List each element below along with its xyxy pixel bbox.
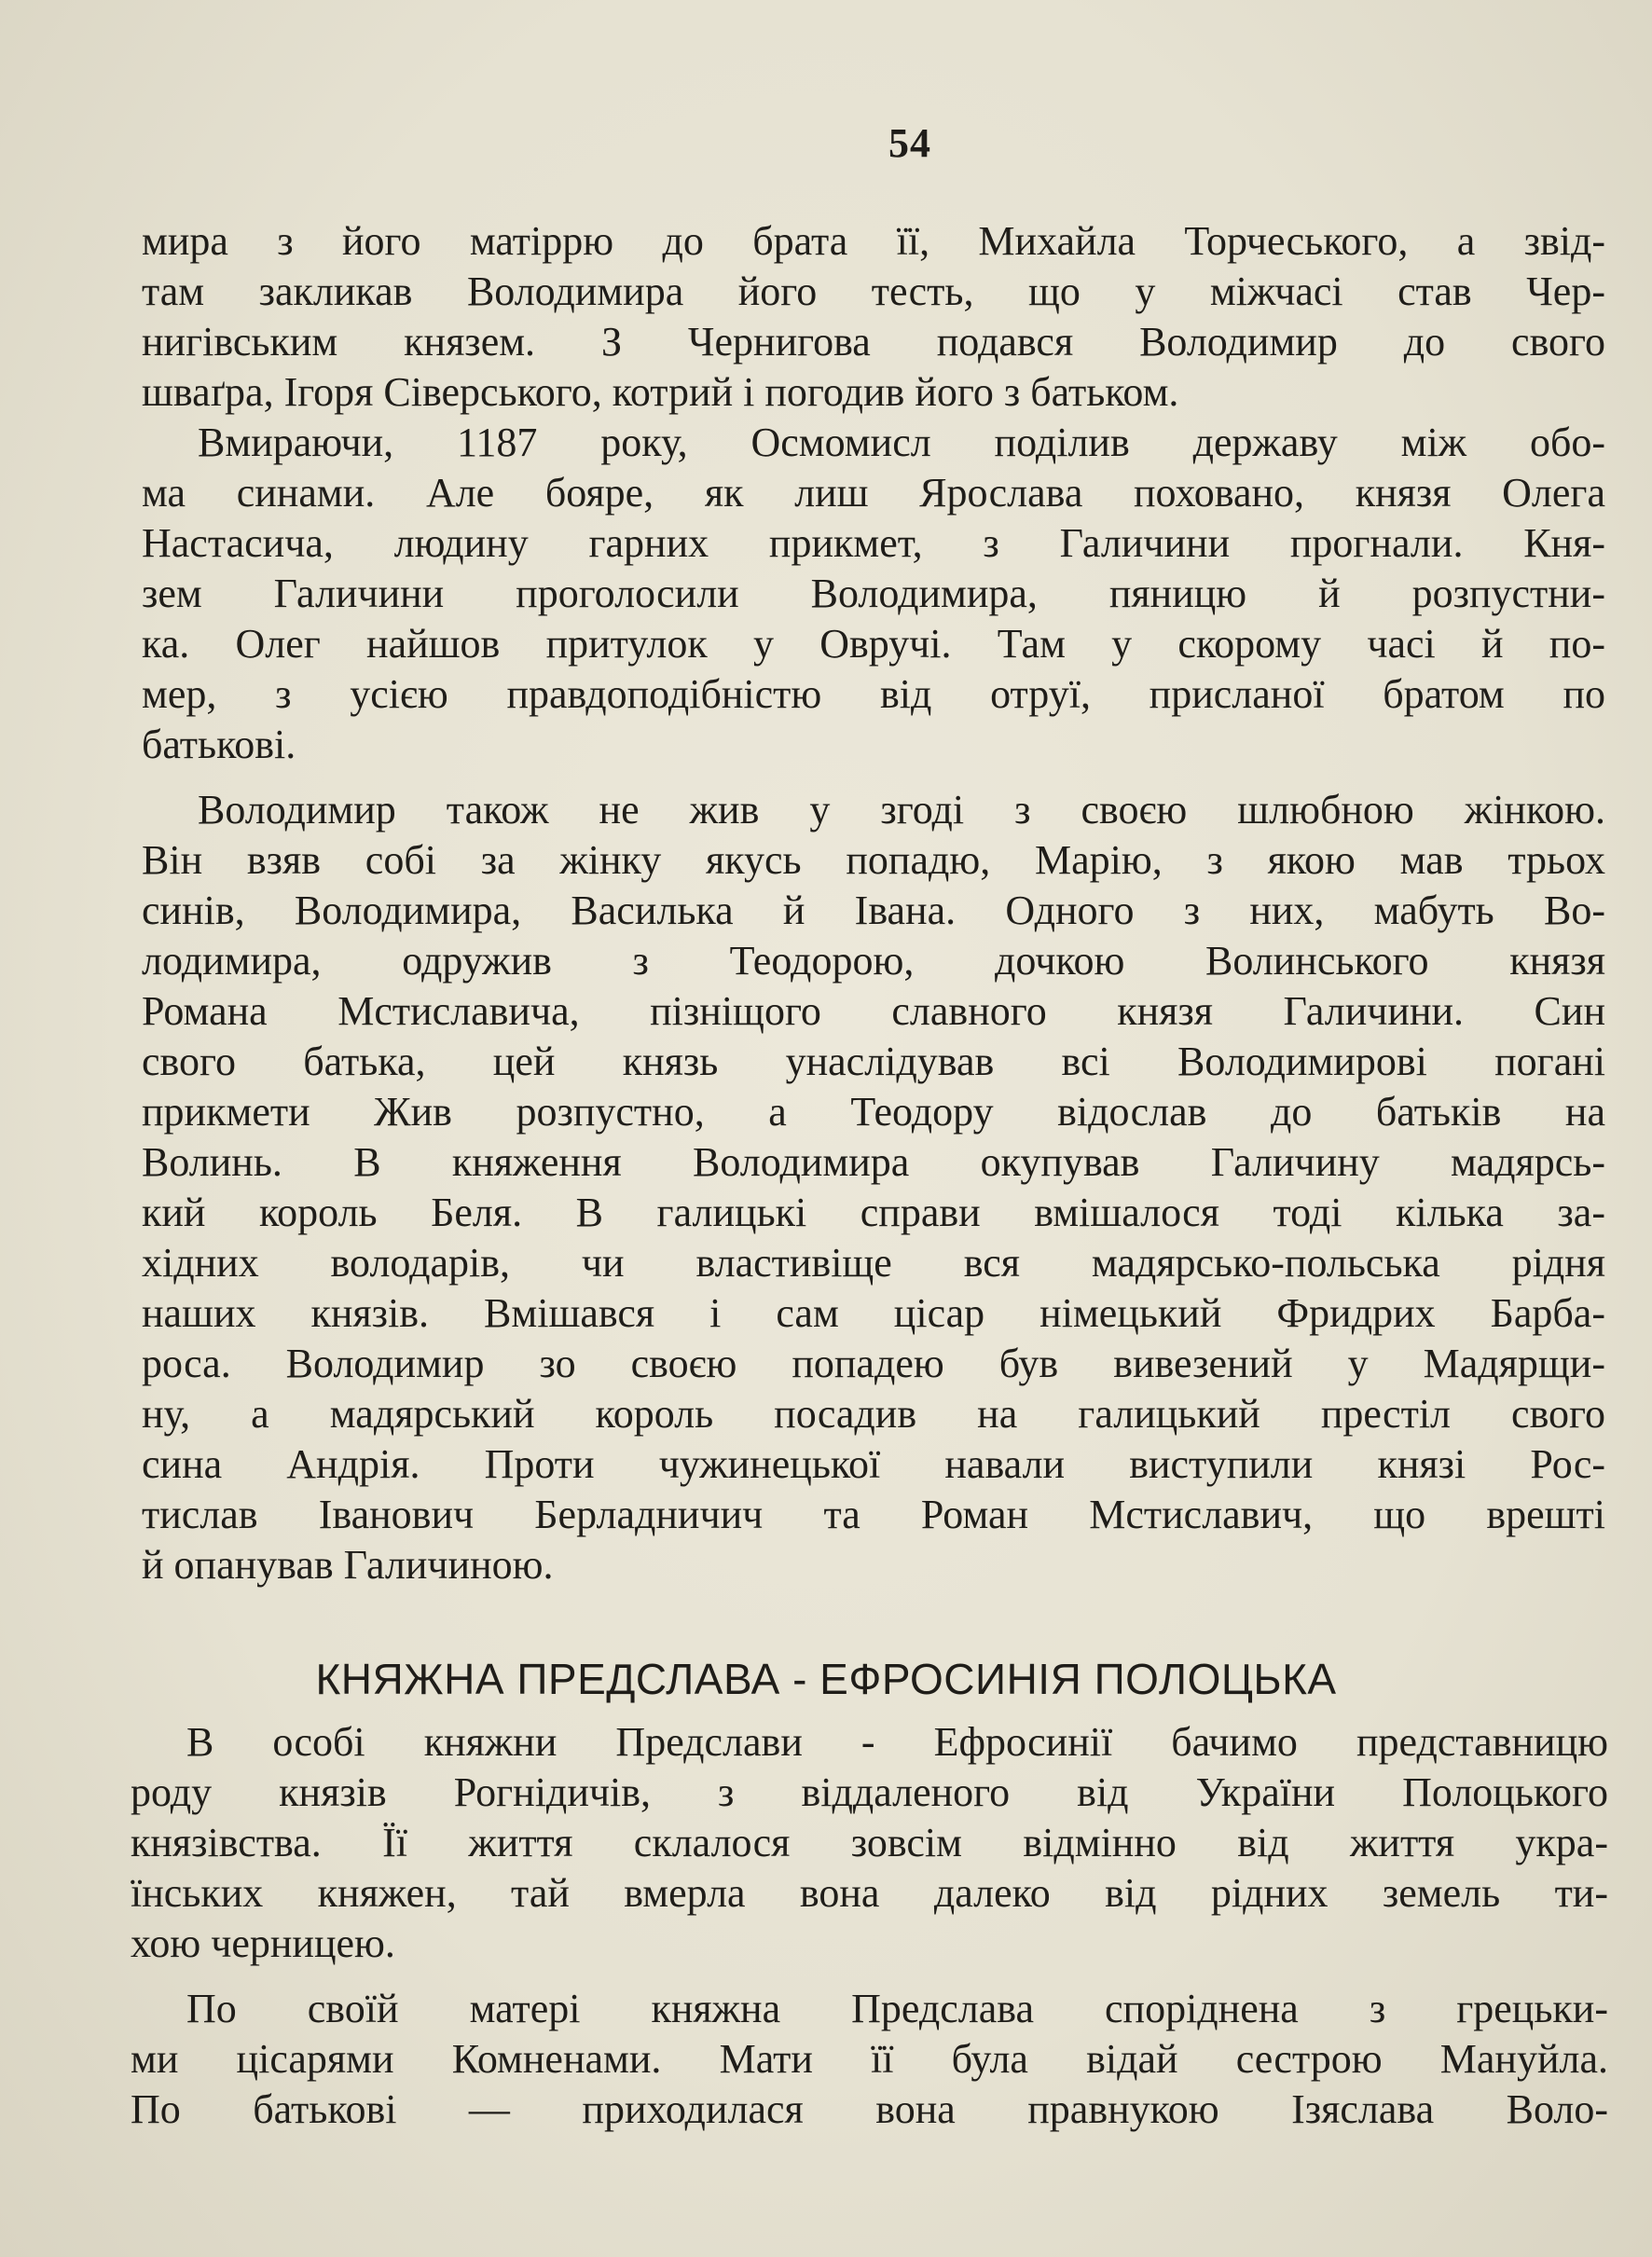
text-line: хою черницею.	[131, 1920, 395, 1966]
text-line: По батькові — приходилася вона правнукою Ізяслава Воло-	[131, 2086, 1608, 2132]
text-line: їнських княжен, тай вмерла вона далеко від рідних земель ти-	[131, 1870, 1608, 1916]
text-line: мер, з усією правдоподібністю від отруї, присланої братом по	[142, 671, 1605, 717]
text-line: прикмети Жив розпустно, а Теодору відослав до батьків на	[142, 1089, 1605, 1135]
text-line: синів, Володимира, Василька й Івана. Одного з них, мабуть Во-	[142, 888, 1605, 933]
paragraph-gap	[131, 1969, 1608, 1984]
text-line: мира з його матіррю до брата її, Михайла Торчеського, а звід-	[142, 218, 1605, 264]
main-text	[142, 216, 1605, 1590]
text-line: тислав Іванович Берладничич та Роман Мстиславич, що врешті	[142, 1492, 1605, 1537]
text-line: роду князів Рогнідичів, з віддаленого від України Полоцького	[131, 1769, 1608, 1815]
text-line: кий король Беля. В галицькі справи вмішалося тоді кілька за-	[142, 1190, 1605, 1235]
section-text	[131, 1717, 1608, 2135]
text-line: ка. Олег найшов притулок у Овручі. Там у скорому часі й по-	[142, 621, 1605, 667]
text-line: там закликав Володимира його тесть, що у міжчасі став Чер-	[142, 268, 1605, 314]
paragraph	[142, 418, 1605, 770]
paragraph	[142, 216, 1605, 418]
text-line: наших князів. Вмішався і сам цісар німецький Фридрих Барба-	[142, 1290, 1605, 1336]
text-line: сина Андрія. Проти чужинецької навали виступили князі Рос-	[142, 1441, 1605, 1487]
text-line: ма синами. Але бояре, як лиш Ярослава поховано, князя Олега	[142, 470, 1605, 516]
text-line: зем Галичини проголосили Володимира, пяницю й розпустни-	[142, 571, 1605, 616]
text-line: Настасича, людину гарних прикмет, з Галичини прогнали. Кня-	[142, 520, 1605, 566]
paragraph	[142, 785, 1605, 1590]
text-line: нигівським князем. З Чернигова подався Володимир до свого	[142, 319, 1605, 365]
page-number: 54	[888, 120, 931, 166]
text-line: князівства. Її життя склалося зовсім відмінно від життя укра-	[131, 1820, 1608, 1865]
text-line: Володимир також не жив у згоді з своєю шлюбною жінкою.	[198, 787, 1605, 833]
text-line: й опанував Галичиною.	[142, 1542, 554, 1588]
text-line: По своїй матері княжна Предслава споріднена з грецьки-	[186, 1986, 1608, 2031]
text-line: хідних володарів, чи властивіще вся мадярсько-польська рідня	[142, 1240, 1605, 1286]
text-line: Романа Мстиславича, пізніщого славного князя Галичини. Син	[142, 988, 1605, 1034]
text-line: лодимира, одружив з Теодорою, дочкою Волинського князя	[142, 938, 1605, 984]
paragraph	[131, 1984, 1608, 2135]
text-line: ми цісарями Комненами. Мати її була відай сестрою Мануйла.	[131, 2036, 1608, 2082]
text-line: Він взяв собі за жінку якусь попадю, Марію, з якою мав трьох	[142, 837, 1605, 883]
paragraph	[131, 1717, 1608, 1969]
text-line: шваґра, Ігоря Сіверського, котрий і погодив його з батьком.	[142, 369, 1179, 415]
text-line: Вмираючи, 1187 року, Осмомисл поділив державу між обо-	[198, 420, 1605, 465]
text-line: свого батька, цей князь унаслідував всі Володимирові погані	[142, 1039, 1605, 1084]
text-line: В особі княжни Предслави - Ефросинії бачимо представницю	[186, 1719, 1608, 1765]
text-line: роса. Володимир зо своєю попадею був вивезений у Мадярщи-	[142, 1341, 1605, 1386]
paragraph-gap	[142, 770, 1605, 785]
text-line: ну, а мадярський король посадив на галицький престіл свого	[142, 1391, 1605, 1437]
section-heading: КНЯЖНА ПРЕДСЛАВА - ЕФРОСИНІЯ ПОЛОЦЬКА	[315, 1655, 1337, 1703]
text-line: батькові.	[142, 722, 296, 767]
text-line: Волинь. В княження Володимира окупував Галичину мадярсь-	[142, 1139, 1605, 1185]
